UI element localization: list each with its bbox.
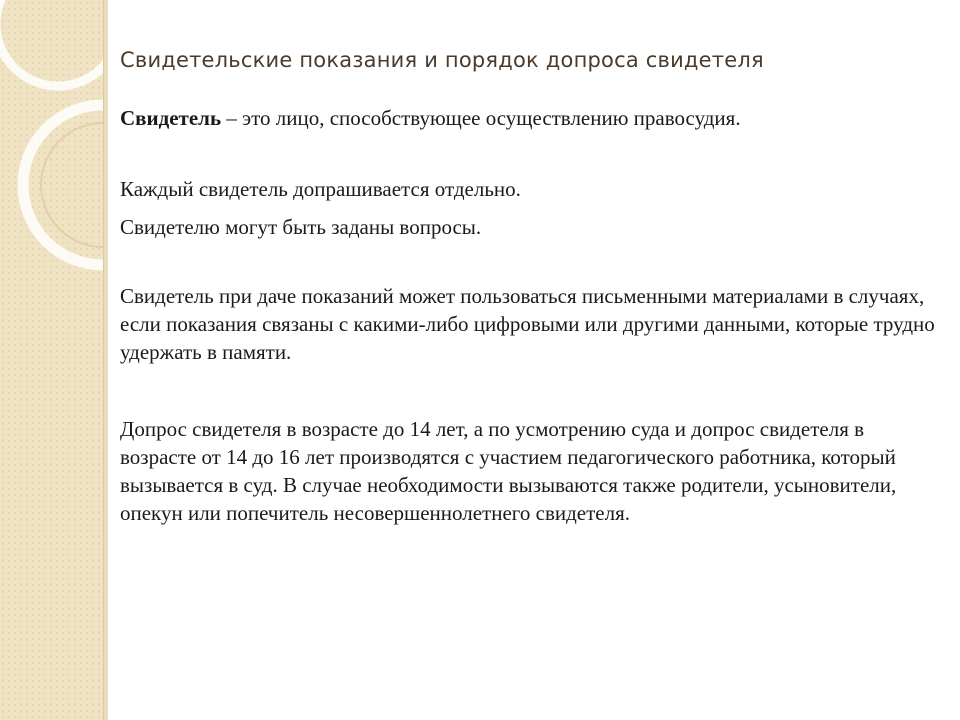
vertical-divider <box>103 0 108 720</box>
definition-paragraph <box>120 104 940 132</box>
paragraph-written-materials: Свидетель при даче показаний может пользоваться письменными материалами в случаях, если показания связаны с какими-либо цифровыми или другими данными, которые трудно удержать в памяти. <box>120 284 935 364</box>
paragraph-separate-interrogation: Каждый свидетель допрашивается отдельно. <box>120 177 521 201</box>
slide-title: Свидетельские показания и порядок допроса свидетеля <box>120 48 764 72</box>
definition-text: – это лицо, способствующее осуществлению правосудия. <box>221 106 741 130</box>
paragraph-questions: Свидетелю могут быть заданы вопросы. <box>120 215 482 239</box>
definition-term: Свидетель <box>120 106 222 130</box>
paragraph-minor-witness: Допрос свидетеля в возрасте до 14 лет, а по усмотрению суда и допрос свидетеля в возрасте от 14 до 16 лет производятся с участием педагогического работника, который вызывается в суд. В случае необходимости вызываются также родители, усыновители, опекун или попечитель несовершеннолетнего свидетеля. <box>120 417 897 525</box>
decorative-rings <box>0 0 103 720</box>
decorative-side-band <box>0 0 103 720</box>
slide-body <box>120 104 940 527</box>
